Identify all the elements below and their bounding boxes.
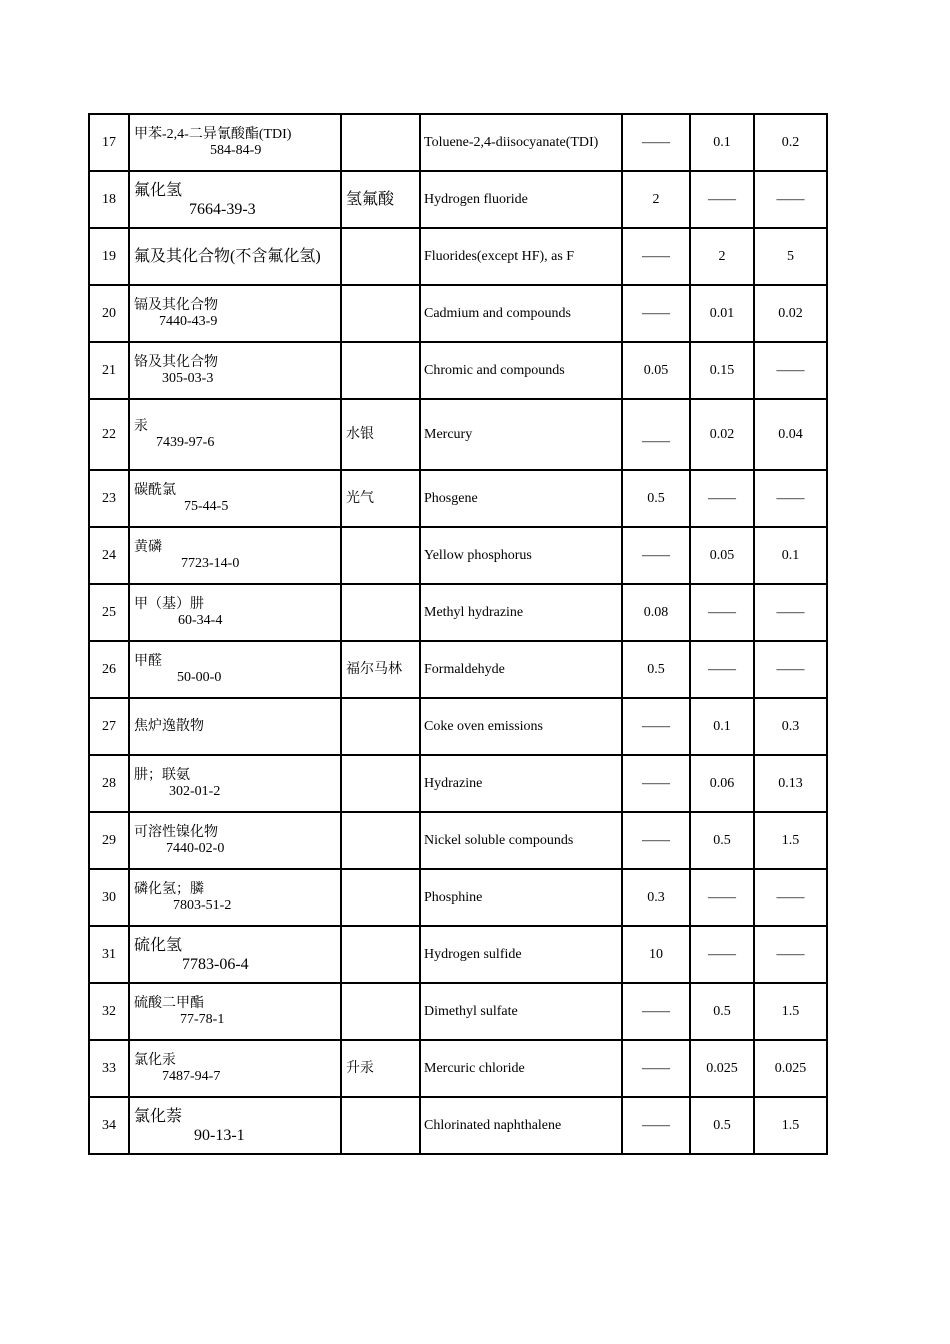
mac-value-cell: —— bbox=[622, 755, 690, 812]
stel-value-cell: 0.3 bbox=[754, 698, 827, 755]
table-body bbox=[89, 114, 827, 1154]
chinese-name: 氟化氢 bbox=[134, 181, 183, 199]
twa-value-cell: 0.1 bbox=[690, 114, 754, 171]
alias-cell bbox=[341, 285, 420, 342]
alias-cell: 福尔马林 bbox=[341, 641, 420, 698]
row-number-cell: 22 bbox=[89, 399, 129, 470]
table-row bbox=[89, 869, 827, 926]
mac-value-cell: —— bbox=[622, 698, 690, 755]
twa-value-cell: 0.02 bbox=[690, 399, 754, 470]
twa-value-cell: 0.05 bbox=[690, 527, 754, 584]
stel-value-cell: 0.02 bbox=[754, 285, 827, 342]
alias-cell bbox=[341, 983, 420, 1040]
table-row bbox=[89, 812, 827, 869]
mac-value-cell: —— bbox=[622, 285, 690, 342]
row-number-cell: 19 bbox=[89, 228, 129, 285]
stel-value-cell: —— bbox=[754, 584, 827, 641]
chinese-name: 黄磷 bbox=[134, 539, 162, 555]
chinese-name: 镉及其化合物 bbox=[134, 297, 218, 313]
stel-value-cell: 0.025 bbox=[754, 1040, 827, 1097]
chinese-name: 汞 bbox=[134, 418, 148, 434]
table-row bbox=[89, 584, 827, 641]
table-row bbox=[89, 114, 827, 171]
chinese-name-cell bbox=[129, 584, 341, 641]
twa-value-cell: —— bbox=[690, 171, 754, 228]
chinese-name-cell bbox=[129, 1097, 341, 1154]
twa-value-cell: 0.06 bbox=[690, 755, 754, 812]
row-number-cell: 27 bbox=[89, 698, 129, 755]
stel-value-cell: —— bbox=[754, 926, 827, 983]
english-name-cell: Phosgene bbox=[420, 470, 622, 527]
english-name-cell: Dimethyl sulfate bbox=[420, 983, 622, 1040]
stel-value-cell: 0.1 bbox=[754, 527, 827, 584]
mac-value-cell: 0.3 bbox=[622, 869, 690, 926]
english-name-cell: Hydrazine bbox=[420, 755, 622, 812]
mac-value-cell: —— bbox=[622, 114, 690, 171]
mac-value-cell: 0.08 bbox=[622, 584, 690, 641]
chinese-name-cell bbox=[129, 869, 341, 926]
alias-cell bbox=[341, 114, 420, 171]
twa-value-cell: —— bbox=[690, 926, 754, 983]
twa-value-cell: 0.1 bbox=[690, 698, 754, 755]
chinese-name: 硫化氢 bbox=[134, 936, 183, 954]
row-number-cell: 26 bbox=[89, 641, 129, 698]
stel-value-cell: —— bbox=[754, 470, 827, 527]
english-name-cell: Mercury bbox=[420, 399, 622, 470]
row-number-cell: 17 bbox=[89, 114, 129, 171]
chinese-name: 甲（基）肼 bbox=[134, 596, 204, 612]
cas-number: 90-13-1 bbox=[194, 1126, 245, 1144]
english-name-cell: Coke oven emissions bbox=[420, 698, 622, 755]
stel-value-cell: 1.5 bbox=[754, 812, 827, 869]
stel-value-cell: —— bbox=[754, 171, 827, 228]
stel-value-cell: 0.13 bbox=[754, 755, 827, 812]
table-row bbox=[89, 698, 827, 755]
stel-value-cell: 0.2 bbox=[754, 114, 827, 171]
mac-value-cell: 0.5 bbox=[622, 641, 690, 698]
table-row bbox=[89, 1040, 827, 1097]
alias-cell bbox=[341, 1097, 420, 1154]
twa-value-cell: 0.5 bbox=[690, 812, 754, 869]
twa-value-cell: 0.5 bbox=[690, 1097, 754, 1154]
cas-number: 50-00-0 bbox=[177, 669, 222, 685]
english-name-cell: Formaldehyde bbox=[420, 641, 622, 698]
stel-value-cell: 0.04 bbox=[754, 399, 827, 470]
cas-number: 7723-14-0 bbox=[181, 555, 240, 571]
cas-number: 305-03-3 bbox=[162, 370, 214, 386]
chinese-name: 可溶性镍化物 bbox=[134, 824, 218, 840]
chinese-name-cell bbox=[129, 285, 341, 342]
row-number-cell: 33 bbox=[89, 1040, 129, 1097]
table-row bbox=[89, 1097, 827, 1154]
mac-value-cell: 0.05 bbox=[622, 342, 690, 399]
alias-cell bbox=[341, 342, 420, 399]
stel-value-cell: —— bbox=[754, 641, 827, 698]
table-row bbox=[89, 399, 827, 470]
chinese-name-cell bbox=[129, 812, 341, 869]
chinese-name: 碳酰氯 bbox=[134, 482, 176, 498]
row-number-cell: 34 bbox=[89, 1097, 129, 1154]
table-row bbox=[89, 641, 827, 698]
chinese-name-cell bbox=[129, 527, 341, 584]
table-row bbox=[89, 342, 827, 399]
chinese-name: 铬及其化合物 bbox=[134, 354, 218, 370]
row-number-cell: 20 bbox=[89, 285, 129, 342]
stel-value-cell: 1.5 bbox=[754, 983, 827, 1040]
cas-number: 7664-39-3 bbox=[189, 200, 256, 218]
english-name-cell: Hydrogen sulfide bbox=[420, 926, 622, 983]
chinese-name-cell bbox=[129, 228, 341, 285]
chinese-name: 氯化萘 bbox=[134, 1107, 183, 1125]
table-row bbox=[89, 470, 827, 527]
english-name-cell: Nickel soluble compounds bbox=[420, 812, 622, 869]
chinese-name: 氯化汞 bbox=[134, 1052, 176, 1068]
twa-value-cell: —— bbox=[690, 869, 754, 926]
row-number-cell: 30 bbox=[89, 869, 129, 926]
chinese-name-cell bbox=[129, 114, 341, 171]
english-name-cell: Cadmium and compounds bbox=[420, 285, 622, 342]
english-name-cell: Methyl hydrazine bbox=[420, 584, 622, 641]
stel-value-cell: —— bbox=[754, 869, 827, 926]
cas-number: 60-34-4 bbox=[178, 612, 223, 628]
mac-value-cell: 10 bbox=[622, 926, 690, 983]
alias-cell: 升汞 bbox=[341, 1040, 420, 1097]
alias-cell bbox=[341, 755, 420, 812]
english-name-cell: Fluorides(except HF), as F bbox=[420, 228, 622, 285]
mac-value-cell: 0.5 bbox=[622, 470, 690, 527]
chinese-name: 氟及其化合物(不含氟化氢) bbox=[134, 248, 321, 265]
alias-cell bbox=[341, 228, 420, 285]
table-row bbox=[89, 171, 827, 228]
twa-value-cell: —— bbox=[690, 470, 754, 527]
cas-number: 7783-06-4 bbox=[182, 955, 249, 973]
cas-number: 7487-94-7 bbox=[162, 1068, 221, 1084]
alias-cell: 氢氟酸 bbox=[341, 171, 420, 228]
english-name-cell: Mercuric chloride bbox=[420, 1040, 622, 1097]
chinese-name-cell bbox=[129, 342, 341, 399]
twa-value-cell: 0.5 bbox=[690, 983, 754, 1040]
twa-value-cell: 0.01 bbox=[690, 285, 754, 342]
alias-cell: 光气 bbox=[341, 470, 420, 527]
cas-number: 75-44-5 bbox=[184, 498, 229, 514]
alias-cell bbox=[341, 926, 420, 983]
table-row bbox=[89, 285, 827, 342]
table-row bbox=[89, 527, 827, 584]
english-name-cell: Hydrogen fluoride bbox=[420, 171, 622, 228]
alias-cell bbox=[341, 812, 420, 869]
chinese-name-cell bbox=[129, 1040, 341, 1097]
cas-number: 7803-51-2 bbox=[173, 897, 232, 913]
mac-value-cell: —— bbox=[622, 1097, 690, 1154]
row-number-cell: 21 bbox=[89, 342, 129, 399]
twa-value-cell: 2 bbox=[690, 228, 754, 285]
chinese-name-cell bbox=[129, 171, 341, 228]
row-number-cell: 23 bbox=[89, 470, 129, 527]
row-number-cell: 31 bbox=[89, 926, 129, 983]
chinese-name-cell bbox=[129, 926, 341, 983]
mac-value-cell: —— bbox=[622, 983, 690, 1040]
chinese-name: 甲醛 bbox=[134, 653, 162, 669]
chinese-name-cell bbox=[129, 641, 341, 698]
exposure-limits-table bbox=[88, 113, 828, 1155]
english-name-cell: Chromic and compounds bbox=[420, 342, 622, 399]
chinese-name-cell bbox=[129, 983, 341, 1040]
stel-value-cell: 5 bbox=[754, 228, 827, 285]
english-name-cell: Yellow phosphorus bbox=[420, 527, 622, 584]
chinese-name-cell bbox=[129, 399, 341, 470]
alias-cell bbox=[341, 698, 420, 755]
table-row bbox=[89, 228, 827, 285]
twa-value-cell: —— bbox=[690, 641, 754, 698]
cas-number: 584-84-9 bbox=[210, 142, 262, 158]
table-row bbox=[89, 755, 827, 812]
english-name-cell: Chlorinated naphthalene bbox=[420, 1097, 622, 1154]
table-row bbox=[89, 926, 827, 983]
alias-cell bbox=[341, 584, 420, 641]
cas-number: 7440-02-0 bbox=[166, 840, 225, 856]
row-number-cell: 32 bbox=[89, 983, 129, 1040]
cas-number: 7439-97-6 bbox=[156, 434, 215, 450]
chinese-name: 硫酸二甲酯 bbox=[134, 995, 204, 1011]
chinese-name: 肼；联氨 bbox=[134, 767, 190, 783]
chinese-name-cell bbox=[129, 755, 341, 812]
mac-value-cell: —— bbox=[622, 228, 690, 285]
cas-number: 7440-43-9 bbox=[159, 313, 218, 329]
mac-value-cell: —— bbox=[622, 399, 690, 470]
chinese-name-cell bbox=[129, 470, 341, 527]
twa-value-cell: 0.025 bbox=[690, 1040, 754, 1097]
stel-value-cell: —— bbox=[754, 342, 827, 399]
mac-value-cell: —— bbox=[622, 1040, 690, 1097]
row-number-cell: 24 bbox=[89, 527, 129, 584]
row-number-cell: 25 bbox=[89, 584, 129, 641]
cas-number: 302-01-2 bbox=[169, 783, 221, 799]
english-name-cell: Phosphine bbox=[420, 869, 622, 926]
cas-number: 77-78-1 bbox=[180, 1011, 225, 1027]
mac-value-cell: —— bbox=[622, 812, 690, 869]
mac-value-cell: —— bbox=[622, 527, 690, 584]
table-row bbox=[89, 983, 827, 1040]
twa-value-cell: 0.15 bbox=[690, 342, 754, 399]
stel-value-cell: 1.5 bbox=[754, 1097, 827, 1154]
alias-cell bbox=[341, 527, 420, 584]
chinese-name: 甲苯-2,4-二异氰酸酯(TDI) bbox=[134, 126, 292, 142]
mac-value-cell: 2 bbox=[622, 171, 690, 228]
twa-value-cell: —— bbox=[690, 584, 754, 641]
alias-cell bbox=[341, 869, 420, 926]
chinese-name-cell bbox=[129, 698, 341, 755]
row-number-cell: 29 bbox=[89, 812, 129, 869]
alias-cell: 水银 bbox=[341, 399, 420, 470]
chinese-name: 焦炉逸散物 bbox=[134, 718, 204, 734]
chinese-name: 磷化氢；膦 bbox=[134, 881, 204, 897]
row-number-cell: 18 bbox=[89, 171, 129, 228]
english-name-cell: Toluene-2,4-diisocyanate(TDI) bbox=[420, 114, 622, 171]
row-number-cell: 28 bbox=[89, 755, 129, 812]
